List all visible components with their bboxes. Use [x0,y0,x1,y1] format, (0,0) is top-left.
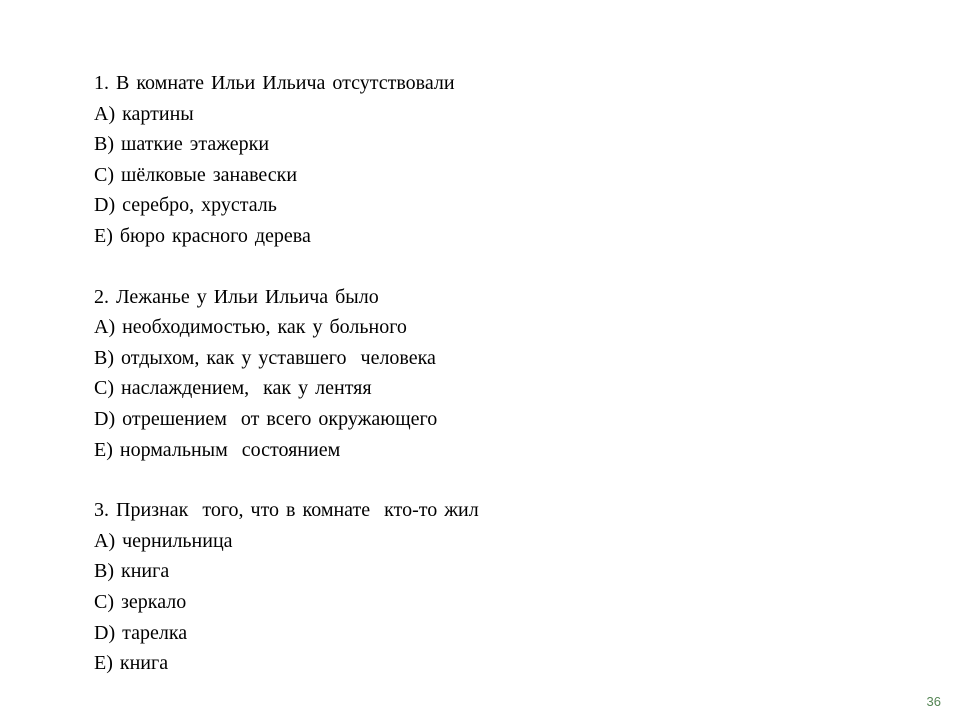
answer-option: С) зеркало [94,590,187,613]
answer-option: А) чернильница [94,529,233,552]
answer-option: С) наслаждением, как у лентяя [94,377,372,400]
answer-option: В) отдыхом, как у уставшего человека [94,346,436,369]
answer-option: В) шаткие этажерки [94,133,270,156]
question-block-1 [94,68,479,252]
question-title: 3. Признак того, что в комнате кто-то жил [94,499,479,522]
answer-option: Е) бюро красного дерева [94,224,311,247]
question-title: 1. В комнате Ильи Ильича отсутствовали [94,72,455,94]
answer-option: С) шёлковые занавески [94,163,298,186]
answer-option: D) тарелка [94,621,188,644]
answer-option: А) картины [94,102,194,125]
question-title: 2. Лежанье у Ильи Ильича было [94,285,379,308]
slide-page-number: 36 [926,694,941,709]
answer-option: D) серебро, хрусталь [94,194,277,217]
answer-option: В) книга [94,560,170,583]
answer-option: D) отрешением от всего окружающего [94,407,438,430]
answer-option: Е) книга [94,652,169,675]
quiz-content [94,68,479,709]
question-block-2 [94,282,479,466]
answer-option: Е) нормальным состоянием [94,438,341,461]
question-block-3 [94,495,479,679]
answer-option: А) необходимостью, как у больного [94,316,407,339]
